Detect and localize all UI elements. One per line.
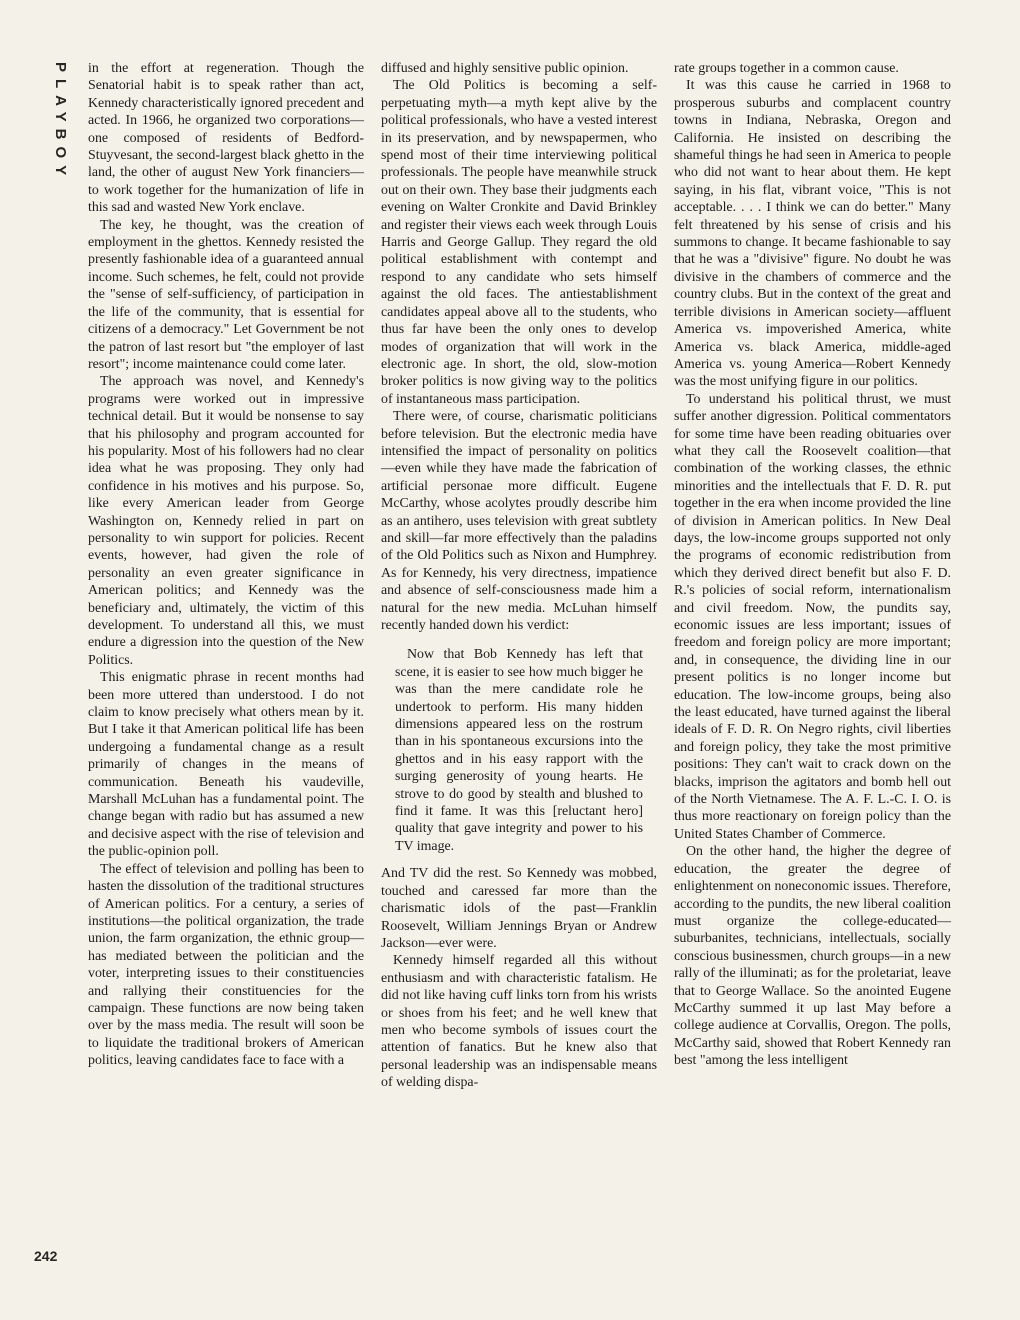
paragraph: rate groups together in a common cause.: [674, 61, 899, 76]
paragraph: To understand his political thrust, we must suffer another digression. Political commentators for some time have been reading obituaries over what they call the Roosevelt coalition—that combination of the working classes, the ethnic minorities and the intellectuals that F. D. R. put together in the era when income provided the line of division in American politics. In New Deal days, the low-income groups supported not only the programs of economic redistribution from which they derived direct benefit but also F. D. R.'s policies of social reform, internationalism and civil freedom. Now, the pundits say, economic issues are less important; issues of freedom and foreign policy are more important; and, in consequence, the dividing line in our present politics is no longer income but education. The low-income groups, being also the least educated, have turned against the liberal ideals of F. D. R. On Negro rights, civil liberties and foreign policy, they take the most primitive positions: They can't wait to crack down on the blacks, imprison the agitators and bomb hell out of the North Vietnamese. The A. F. L.-C. I. O. is thus more reactionary on foreign policy than the United States Chamber of Commerce.: [674, 391, 951, 842]
paragraph: The effect of television and polling has been to hasten the dissolution of the traditional structures of American politics. For a century, a series of institutions—the political organization, the trade union, the farm organization, the ethnic group—has mediated between the politician and the voter, interpreting issues to their constituencies and rallying their constituencies for the campaign. These functions are now being taken over by the mass media. The result will soon be to liquidate the traditional brokers of American politics, leaving candidates face to face with a: [88, 861, 364, 1069]
paragraph: On the other hand, the higher the degree of education, the greater the degree of enlightenment on noneconomic issues. Therefore, according to the pundits, the new liberal coalition must organize the college-educated—suburbanites, technicians, intellectuals, socially conscious businessmen, church groups—in a new rally of the illuminati; as for the proletariat, leave that to George Wallace. So the anointed Eugene McCarthy summed it up last May before a college audience at Corvallis, Oregon. The polls, McCarthy said, showed that Robert Kennedy ran best "among the less intelligent: [674, 844, 951, 1069]
paragraph: diffused and highly sensitive public opinion.: [381, 61, 629, 76]
page-number: 242: [34, 1248, 58, 1264]
paragraph: The approach was novel, and Kennedy's programs were worked out in impressive technical detail. But it would be nonsense to say that his philosophy and program accounted for his popularity. Most of his followers had no clear idea what he was proposing. They only had confidence in his motives and his purpose. So, like every American leader from George Washington on, Kennedy relied in part on personality to win support for policies. Recent events, however, had given the role of personality an even greater significance in American politics; and Kennedy was the beneficiary and, ultimately, the victim of this development. To understand all this, we must endure a digression into the question of the New Politics.: [88, 374, 364, 668]
paragraph: Kennedy himself regarded all this without enthusiasm and with characteristic fatalism. He did not like having cuff links torn from his wrists or shoes from his feet; and he well knew that men who become symbols of issues court the attention of fanatics. But he knew also that personal leadership was an indispensable means of welding dispa-: [381, 953, 657, 1091]
paragraph: This enigmatic phrase in recent months had been more uttered than understood. I do not claim to know precisely what others mean by it. But I take it that American political life has been undergoing a fundamental change as a result primarily of changes in the means of communication. Beneath his vaudeville, Marshall McLuhan has a fundamental point. The change began with radio but has assumed a new and decisive aspect with the rise of television and the public-opinion poll.: [88, 670, 364, 860]
text-column-1: [88, 60, 364, 1070]
paragraph: There were, of course, charismatic politicians before television. But the electronic media have intensified the impact of personality on politics—even while they have made the fabrication of artificial personae more difficult. Eugene McCarthy, whose acolytes proudly describe him as an antihero, uses television with great subtlety and skill—far more effectively than the paladins of the Old Politics such as Nixon and Humphrey. As for Kennedy, his very directness, impatience and absence of self-consciousness made him a natural for the new media. McLuhan himself recently handed down his verdict:: [381, 409, 657, 633]
paragraph: The Old Politics is becoming a self-perpetuating myth—a myth kept alive by the political professionals, who have a vested interest in its preservation, and by newspapermen, who spend most of their time interviewing political professionals. The people have meanwhile struck out on their own. They base their judgments each evening on Walter Cronkite and David Brinkley and register their views each week through Louis Harris and George Gallup. They regard the old political establishment with contempt and respond to any candidate who sets himself against the old faces. The antiestablishment candidates appeal above all to the students, who thus far have been the only ones to develop modes of organization that will work in the electronic age. In short, the old, slow-motion broker politics is now giving way to the politics of instantaneous mass participation.: [381, 78, 657, 407]
text-column-2: [381, 60, 657, 1092]
paragraph: It was this cause he carried in 1968 to prosperous suburbs and complacent country towns in Indiana, Nebraska, Oregon and California. He insisted on describing the shameful things he had seen in America to people who did not want to hear about them. He kept saying, in his flat, vibrant voice, "This is not acceptable. . . . I think we can do better." Many felt threatened by his sense of crisis and his summons to change. It became fashionable to say that he was a "divisive" figure. No doubt he was divisive in the chambers of commerce and the country clubs. But in the context of the great and terrible divisions in American society—affluent America vs. impoverished America, white America vs. black America, middle-aged America vs. young America—Robert Kennedy was the most unifying figure in our politics.: [674, 78, 951, 390]
paragraph: in the effort at regeneration. Though the Senatorial habit is to speak rather than act, Kennedy characteristically ignored precedent and acted. In 1966, he organized two corporations—one composed of residents of Bedford-Stuyvesant, the second-largest black ghetto in the land, the other of august New York financiers—to work together for the humanization of life in this sad and wasted New York enclave.: [88, 61, 364, 216]
text-column-3: [674, 60, 951, 1070]
paragraph: And TV did the rest. So Kennedy was mobbed, touched and caressed far more than the charismatic idols of the past—Franklin Roosevelt, William Jennings Bryan or Andrew Jackson—ever were.: [381, 866, 657, 951]
block-quote: [395, 646, 643, 855]
quote-text: Now that Bob Kennedy has left that scene, it is easier to see how much bigger he was than the mere candidate role he undertook to perform. His many hidden dimensions appeared less on the rostrum than in his spontaneous excursions into the ghettos and in his easy rapport with the surging generosity of young hearts. He strove to do good by stealth and blushed to find it fame. It was this [reluctant hero] quality that gave integrity and power to his TV image.: [395, 647, 643, 854]
paragraph: The key, he thought, was the creation of employment in the ghettos. Kennedy resisted the presently fashionable idea of a guaranteed annual income. Such schemes, he felt, could not provide the "sense of self-sufficiency, of participation in the life of the community, that is essential for citizens of a democracy." Let Government be not the patron of last resort but "the employer of last resort"; income maintenance could come later.: [88, 217, 364, 372]
magazine-name: PLAYBOY: [52, 62, 69, 183]
